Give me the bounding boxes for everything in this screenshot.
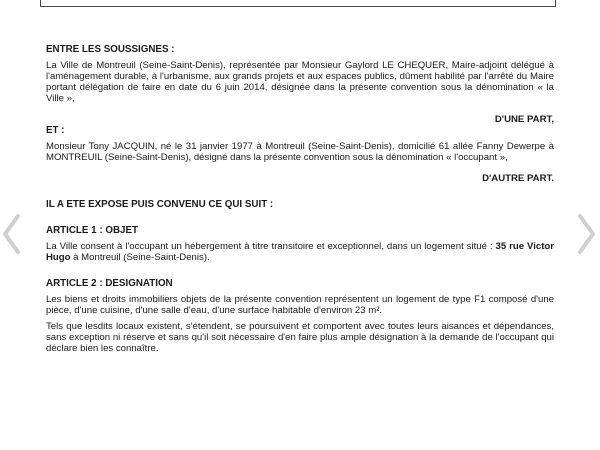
et-label: ET : — [46, 125, 65, 136]
chevron-right-icon — [576, 212, 598, 256]
article1-paragraph — [46, 241, 554, 263]
article2-heading: ARTICLE 2 : DESIGNATION — [46, 278, 173, 289]
article1-text: La Ville consent à l'occupant un hébergement à titre transitoire et exceptionnel, dans un logement situé : — [46, 241, 496, 252]
expose-heading: IL A ETE EXPOSE PUIS CONVENU CE QUI SUIT : — [46, 199, 274, 210]
article1-text-end: à Montreuil (Seine-Saint-Denis). — [70, 252, 210, 263]
article2-paragraph-1: Les biens et droits immobiliers objets de la présente convention représentent un logement de type F1 composé d'une pièce, d'une cuisine, d'une salle d'eau, d'une surface habitable d'environ 23 m². — [46, 294, 554, 316]
dune-part-label: D'UNE PART, — [494, 114, 554, 125]
soussignes-heading: ENTRE LES SOUSSIGNES : — [46, 44, 175, 55]
occupant-paragraph: Monsieur Tony JACQUIN, né le 31 janvier 1977 à Montreuil (Seine-Saint-Denis), domicilié 61 allée Fanny Dewerpe à MONTREUIL (Seine-Saint-Denis), désigné dans la présente convention sous la dénomination « l'occupant », — [46, 141, 554, 163]
document-content — [46, 44, 554, 354]
document-page — [28, 0, 572, 450]
dautre-part-label: D'AUTRE PART. — [482, 173, 554, 184]
previous-page-button[interactable] — [0, 212, 22, 256]
next-page-button[interactable] — [576, 212, 598, 256]
header-frame — [40, 0, 556, 7]
article1-heading: ARTICLE 1 : OBJET — [46, 225, 138, 236]
article2-paragraph-2: Tels que lesdits locaux existent, s'étendent, se poursuivent et comportent avec toutes leurs aisances et dépendances, sans exception ni réserve et sans qu'il soit nécessaire d'en faire plus ample désignation à la demande de l'occupant qui déclare bien les connaître. — [46, 321, 554, 354]
chevron-left-icon — [0, 212, 22, 256]
ville-paragraph: La Ville de Montreuil (Seine-Saint-Denis), représentée par Monsieur Gaylord LE CHEQUER, Maire-adjoint délégué à l'aménagement durable, à l'urbanisme, aux grands projets et aux espaces publics, dûment habilité par l'arrêté du Maire portant délégation de faire en date du 6 juin 2014, désignée dans la présente convention sous la dénomination « la Ville », — [46, 60, 554, 104]
article1-address: 35 rue Victor Hugo — [46, 241, 554, 263]
